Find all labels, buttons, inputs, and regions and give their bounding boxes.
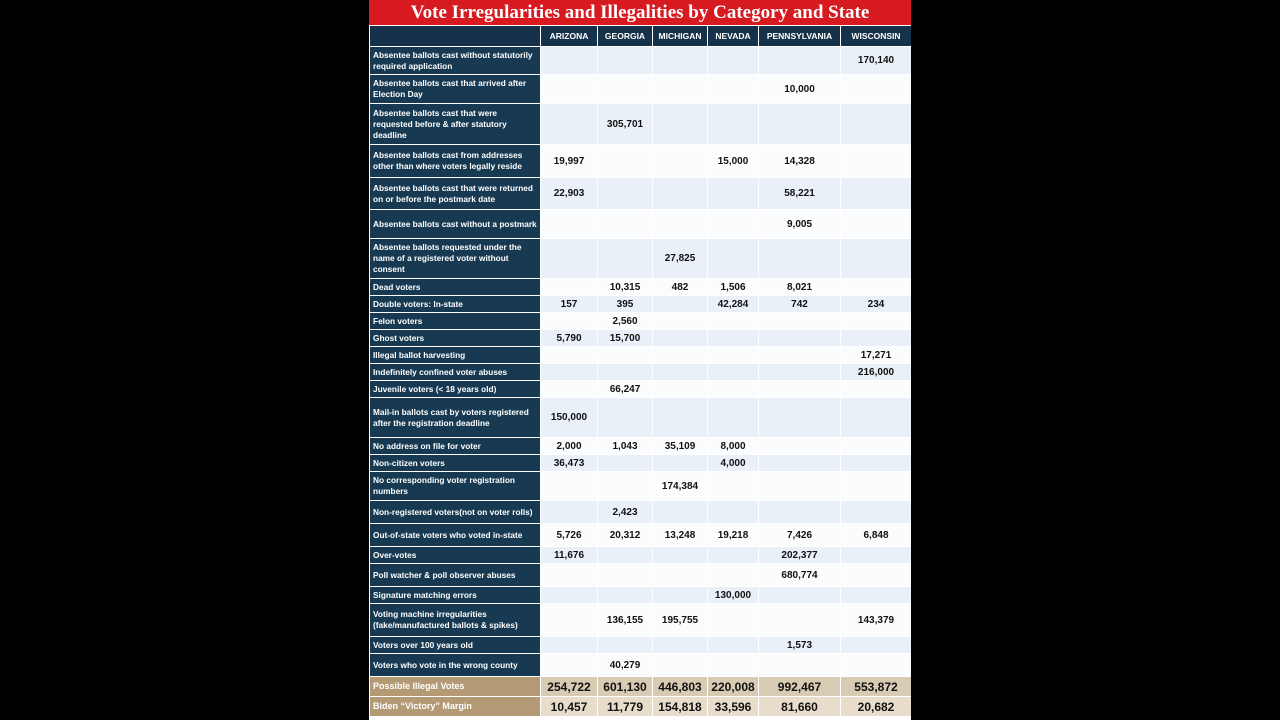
table-row <box>370 438 912 455</box>
row-label: Voters over 100 years old <box>370 637 541 654</box>
value-cell <box>841 279 912 296</box>
value-cell <box>541 501 598 524</box>
value-cell <box>759 587 841 604</box>
table-row <box>370 239 912 279</box>
value-cell <box>653 564 708 587</box>
row-label: Voting machine irregularities (fake/manufactured ballots & spikes) <box>370 604 541 637</box>
value-cell: 17,271 <box>841 347 912 364</box>
table-row <box>370 104 912 145</box>
margin-cell: 33,596 <box>708 697 759 717</box>
value-cell <box>598 75 653 104</box>
value-cell <box>708 347 759 364</box>
value-cell <box>708 637 759 654</box>
value-cell <box>653 398 708 438</box>
value-cell <box>841 438 912 455</box>
value-cell: 7,426 <box>759 524 841 547</box>
value-cell <box>653 587 708 604</box>
value-cell: 143,379 <box>841 604 912 637</box>
value-cell <box>708 364 759 381</box>
value-cell <box>598 347 653 364</box>
value-cell <box>653 104 708 145</box>
value-cell <box>653 178 708 210</box>
value-cell <box>708 398 759 438</box>
value-cell <box>598 398 653 438</box>
value-cell <box>541 347 598 364</box>
value-cell: 150,000 <box>541 398 598 438</box>
value-cell: 42,284 <box>708 296 759 313</box>
value-cell <box>708 313 759 330</box>
value-cell <box>708 604 759 637</box>
value-cell <box>653 455 708 472</box>
table-row <box>370 178 912 210</box>
table-row <box>370 654 912 677</box>
value-cell: 202,377 <box>759 547 841 564</box>
totals-cell: 254,722 <box>541 677 598 697</box>
value-cell <box>541 364 598 381</box>
value-cell <box>653 145 708 178</box>
table-row <box>370 296 912 313</box>
row-label: Double voters: In-state <box>370 296 541 313</box>
row-label: Non-registered voters(not on voter rolls) <box>370 501 541 524</box>
value-cell <box>708 47 759 75</box>
table-row <box>370 637 912 654</box>
value-cell <box>708 472 759 501</box>
table-row <box>370 524 912 547</box>
row-label: Absentee ballots cast from addresses other than where voters legally reside <box>370 145 541 178</box>
value-cell <box>541 75 598 104</box>
header-arizona: ARIZONA <box>541 26 598 47</box>
value-cell <box>541 239 598 279</box>
value-cell: 4,000 <box>708 455 759 472</box>
header-wisconsin: WISCONSIN <box>841 26 912 47</box>
value-cell <box>759 47 841 75</box>
row-label: Absentee ballots cast without a postmark <box>370 210 541 239</box>
value-cell <box>841 501 912 524</box>
value-cell: 742 <box>759 296 841 313</box>
irregularities-table <box>369 25 911 717</box>
value-cell <box>759 438 841 455</box>
value-cell: 216,000 <box>841 364 912 381</box>
row-label: Mail-in ballots cast by voters registered after the registration deadline <box>370 398 541 438</box>
value-cell <box>708 654 759 677</box>
value-cell <box>653 330 708 347</box>
value-cell: 35,109 <box>653 438 708 455</box>
margin-cell: 81,660 <box>759 697 841 717</box>
value-cell: 27,825 <box>653 239 708 279</box>
table-row <box>370 330 912 347</box>
value-cell: 170,140 <box>841 47 912 75</box>
header-pennsylvania: PENNSYLVANIA <box>759 26 841 47</box>
value-cell: 1,506 <box>708 279 759 296</box>
totals-cell: 553,872 <box>841 677 912 697</box>
value-cell <box>541 47 598 75</box>
margin-cell: 154,818 <box>653 697 708 717</box>
totals-cell: 992,467 <box>759 677 841 697</box>
value-cell <box>598 637 653 654</box>
value-cell <box>541 381 598 398</box>
value-cell: 174,384 <box>653 472 708 501</box>
value-cell <box>598 145 653 178</box>
table-row <box>370 381 912 398</box>
value-cell <box>759 313 841 330</box>
value-cell: 1,573 <box>759 637 841 654</box>
value-cell <box>708 381 759 398</box>
row-label: Ghost voters <box>370 330 541 347</box>
value-cell <box>708 239 759 279</box>
value-cell <box>653 637 708 654</box>
value-cell <box>759 472 841 501</box>
value-cell <box>759 347 841 364</box>
value-cell <box>841 455 912 472</box>
value-cell <box>598 239 653 279</box>
row-label: Indefinitely confined voter abuses <box>370 364 541 381</box>
value-cell <box>541 637 598 654</box>
value-cell <box>653 364 708 381</box>
value-cell <box>541 279 598 296</box>
value-cell: 14,328 <box>759 145 841 178</box>
row-label: No address on file for voter <box>370 438 541 455</box>
value-cell: 40,279 <box>598 654 653 677</box>
header-georgia: GEORGIA <box>598 26 653 47</box>
header-michigan: MICHIGAN <box>653 26 708 47</box>
infographic-panel <box>369 0 911 720</box>
totals-label: Possible Illegal Votes <box>370 677 541 697</box>
value-cell: 2,560 <box>598 313 653 330</box>
value-cell: 680,774 <box>759 564 841 587</box>
value-cell: 395 <box>598 296 653 313</box>
value-cell <box>653 501 708 524</box>
value-cell <box>759 239 841 279</box>
value-cell <box>759 604 841 637</box>
value-cell: 130,000 <box>708 587 759 604</box>
value-cell <box>759 364 841 381</box>
value-cell <box>841 178 912 210</box>
value-cell <box>841 145 912 178</box>
value-cell: 36,473 <box>541 455 598 472</box>
value-cell <box>541 313 598 330</box>
value-cell <box>653 547 708 564</box>
totals-cell: 220,008 <box>708 677 759 697</box>
value-cell: 15,000 <box>708 145 759 178</box>
value-cell <box>841 313 912 330</box>
value-cell: 58,221 <box>759 178 841 210</box>
value-cell <box>541 104 598 145</box>
totals-cell: 446,803 <box>653 677 708 697</box>
row-label: Non-citizen voters <box>370 455 541 472</box>
value-cell <box>598 587 653 604</box>
table-row <box>370 604 912 637</box>
table-row <box>370 210 912 239</box>
value-cell: 8,021 <box>759 279 841 296</box>
value-cell <box>841 104 912 145</box>
table-row <box>370 347 912 364</box>
header-corner <box>370 26 541 47</box>
table-row <box>370 75 912 104</box>
row-label: Signature matching errors <box>370 587 541 604</box>
row-label: Juvenile voters (< 18 years old) <box>370 381 541 398</box>
value-cell <box>653 313 708 330</box>
header-row <box>370 26 912 47</box>
value-cell: 19,997 <box>541 145 598 178</box>
value-cell <box>598 455 653 472</box>
value-cell: 66,247 <box>598 381 653 398</box>
value-cell <box>841 587 912 604</box>
table-row <box>370 47 912 75</box>
row-label: Voters who vote in the wrong county <box>370 654 541 677</box>
row-label: Absentee ballots cast that arrived after Election Day <box>370 75 541 104</box>
row-label: Illegal ballot harvesting <box>370 347 541 364</box>
value-cell <box>841 654 912 677</box>
value-cell <box>708 178 759 210</box>
table-row <box>370 364 912 381</box>
table-row <box>370 398 912 438</box>
value-cell <box>708 330 759 347</box>
row-label: Over-votes <box>370 547 541 564</box>
value-cell <box>708 75 759 104</box>
value-cell <box>841 398 912 438</box>
totals-cell: 601,130 <box>598 677 653 697</box>
value-cell: 20,312 <box>598 524 653 547</box>
row-label: Absentee ballots requested under the name of a registered voter without consent <box>370 239 541 279</box>
value-cell <box>841 472 912 501</box>
value-cell <box>841 239 912 279</box>
value-cell <box>759 381 841 398</box>
value-cell <box>708 210 759 239</box>
value-cell: 19,218 <box>708 524 759 547</box>
value-cell <box>841 381 912 398</box>
value-cell <box>653 47 708 75</box>
value-cell <box>759 654 841 677</box>
value-cell <box>653 75 708 104</box>
margin-row <box>370 697 912 717</box>
value-cell <box>841 330 912 347</box>
value-cell <box>708 547 759 564</box>
value-cell: 13,248 <box>653 524 708 547</box>
margin-cell: 10,457 <box>541 697 598 717</box>
table-row <box>370 279 912 296</box>
row-label: Absentee ballots cast without statutorily required application <box>370 47 541 75</box>
row-label: Felon voters <box>370 313 541 330</box>
value-cell: 8,000 <box>708 438 759 455</box>
value-cell <box>541 604 598 637</box>
value-cell <box>841 637 912 654</box>
value-cell <box>598 47 653 75</box>
margin-cell: 11,779 <box>598 697 653 717</box>
table-row <box>370 455 912 472</box>
value-cell <box>841 547 912 564</box>
row-label: Absentee ballots cast that were requested before & after statutory deadline <box>370 104 541 145</box>
value-cell: 9,005 <box>759 210 841 239</box>
table-row <box>370 145 912 178</box>
margin-cell: 20,682 <box>841 697 912 717</box>
value-cell <box>598 564 653 587</box>
value-cell <box>759 455 841 472</box>
row-label: Out-of-state voters who voted in-state <box>370 524 541 547</box>
margin-label: Biden “Victory” Margin <box>370 697 541 717</box>
value-cell: 6,848 <box>841 524 912 547</box>
value-cell: 10,000 <box>759 75 841 104</box>
value-cell: 5,726 <box>541 524 598 547</box>
value-cell: 482 <box>653 279 708 296</box>
row-label: Dead voters <box>370 279 541 296</box>
value-cell <box>598 178 653 210</box>
value-cell <box>759 330 841 347</box>
value-cell <box>841 210 912 239</box>
value-cell: 22,903 <box>541 178 598 210</box>
page-title: Vote Irregularities and Illegalities by Category and State <box>369 0 911 25</box>
value-cell <box>541 564 598 587</box>
value-cell <box>598 364 653 381</box>
value-cell: 11,676 <box>541 547 598 564</box>
table-body <box>370 47 912 677</box>
table-row <box>370 501 912 524</box>
value-cell: 15,700 <box>598 330 653 347</box>
value-cell <box>759 104 841 145</box>
value-cell <box>653 210 708 239</box>
value-cell <box>653 654 708 677</box>
row-label: Poll watcher & poll observer abuses <box>370 564 541 587</box>
table-row <box>370 547 912 564</box>
value-cell <box>708 564 759 587</box>
table-row <box>370 472 912 501</box>
value-cell <box>653 381 708 398</box>
value-cell <box>541 472 598 501</box>
value-cell: 157 <box>541 296 598 313</box>
value-cell: 195,755 <box>653 604 708 637</box>
value-cell: 234 <box>841 296 912 313</box>
value-cell: 1,043 <box>598 438 653 455</box>
value-cell <box>598 547 653 564</box>
value-cell: 2,000 <box>541 438 598 455</box>
totals-row <box>370 677 912 697</box>
value-cell <box>708 104 759 145</box>
table-row <box>370 313 912 330</box>
value-cell <box>541 210 598 239</box>
value-cell <box>598 472 653 501</box>
value-cell <box>759 398 841 438</box>
value-cell: 2,423 <box>598 501 653 524</box>
table-row <box>370 564 912 587</box>
table-row <box>370 587 912 604</box>
value-cell <box>653 296 708 313</box>
value-cell <box>841 75 912 104</box>
header-nevada: NEVADA <box>708 26 759 47</box>
value-cell <box>841 564 912 587</box>
row-label: No corresponding voter registration numbers <box>370 472 541 501</box>
value-cell <box>653 347 708 364</box>
value-cell: 5,790 <box>541 330 598 347</box>
row-label: Absentee ballots cast that were returned on or before the postmark date <box>370 178 541 210</box>
value-cell <box>759 501 841 524</box>
value-cell <box>541 654 598 677</box>
value-cell <box>598 210 653 239</box>
value-cell: 10,315 <box>598 279 653 296</box>
value-cell <box>541 587 598 604</box>
value-cell: 136,155 <box>598 604 653 637</box>
value-cell <box>708 501 759 524</box>
value-cell: 305,701 <box>598 104 653 145</box>
